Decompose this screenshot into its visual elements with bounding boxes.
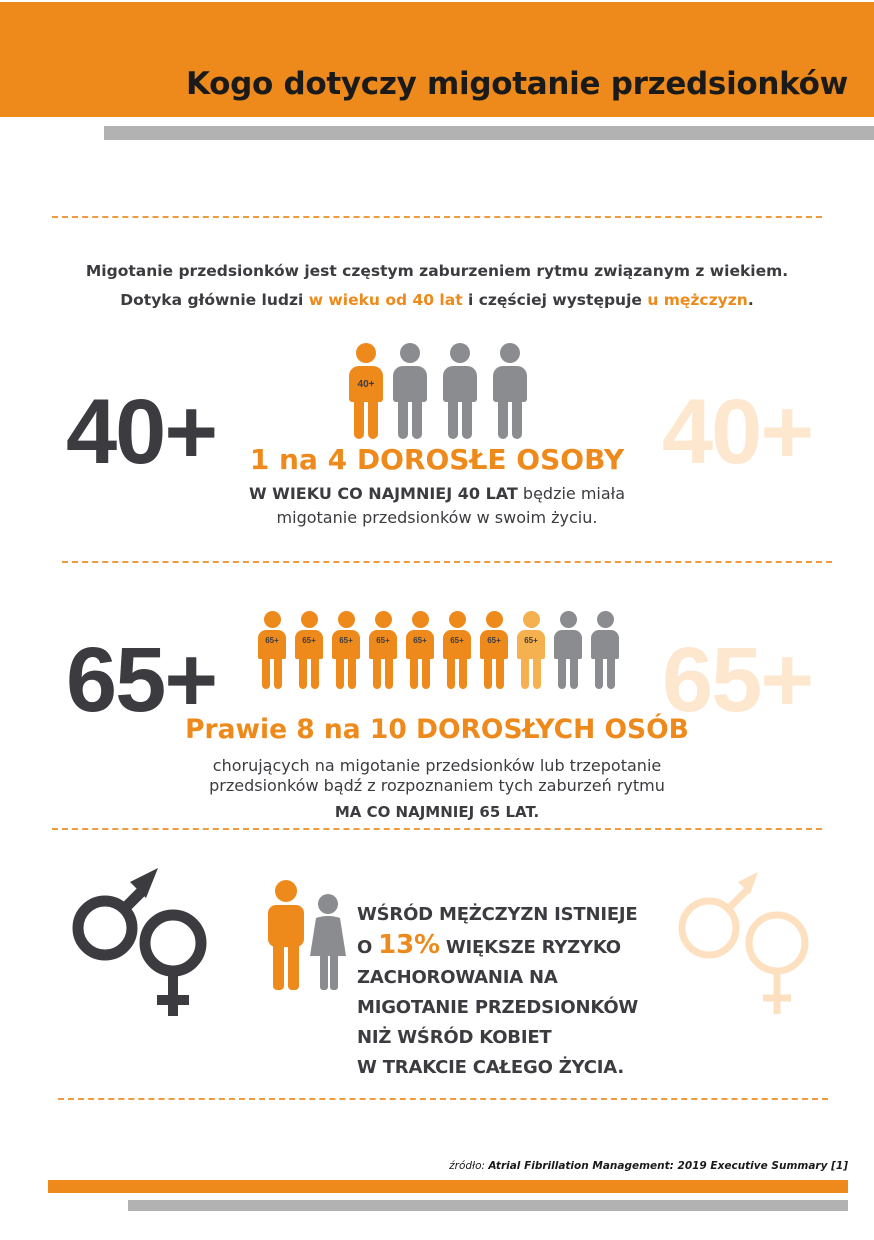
person-icon: 65+ bbox=[293, 611, 325, 689]
divider bbox=[52, 216, 822, 218]
intro-line-1: Migotanie przedsionków jest częstym zaburzeniem rytmu związanym z wiekiem. bbox=[85, 262, 789, 280]
person-icon: 65+ bbox=[256, 611, 288, 689]
person-icon: 65+ bbox=[515, 611, 547, 689]
man-icon bbox=[268, 880, 304, 990]
intro-highlight-men: u mężczyzn bbox=[647, 291, 748, 309]
person-icon bbox=[552, 611, 584, 689]
man-woman-icon bbox=[264, 880, 354, 992]
big-number-40-faded: 40+ bbox=[662, 381, 813, 483]
stat-40-line-1: W WIEKU CO NAJMNIEJ 40 LAT będzie miała bbox=[248, 484, 626, 503]
divider bbox=[58, 1098, 828, 1100]
gender-risk-text: WŚRÓD MĘŻCZYZN ISTNIEJE O 13% WIĘKSZE RYZYKO ZACHOROWANIA NA MIGOTANIE PRZEDSIONKÓW NIŻ WŚRÓD KOBIET W TRAKCIE CAŁEGO ŻYCIA. bbox=[357, 904, 639, 1078]
person-icon: 65+ bbox=[367, 611, 399, 689]
stat-65-line-3: MA CO NAJMNIEJ 65 LAT. bbox=[334, 803, 540, 821]
person-icon bbox=[441, 343, 479, 439]
person-icon: 65+ bbox=[404, 611, 436, 689]
person-icon bbox=[391, 343, 429, 439]
stat-65-line-1: chorujących na migotanie przedsionków lub trzepotanie bbox=[212, 756, 662, 775]
big-number-40: 40+ bbox=[66, 381, 217, 483]
stat-65-headline: Prawie 8 na 10 DOROSŁYCH OSÓB bbox=[185, 714, 689, 745]
intro-text bbox=[40, 257, 834, 315]
person-icon bbox=[589, 611, 621, 689]
footer-band-gray bbox=[128, 1200, 848, 1211]
male-female-symbol-icon bbox=[68, 866, 214, 1018]
stat-40-line-2: migotanie przedsionków w swoim życiu. bbox=[276, 508, 598, 527]
stat-40-headline: 1 na 4 DOROSŁE OSOBY bbox=[249, 443, 625, 476]
footer-band-orange bbox=[48, 1180, 848, 1193]
stat-65-line-2: przedsionków bądź z rozpoznaniem tych zaburzeń rytmu bbox=[209, 776, 665, 795]
person-icon: 65+ bbox=[330, 611, 362, 689]
risk-percent: 13% bbox=[378, 930, 440, 960]
person-icon: 65+ bbox=[478, 611, 510, 689]
divider bbox=[52, 828, 822, 830]
intro-line-2: Dotyka głównie ludzi w wieku od 40 lat i częściej występuje u mężczyzn. bbox=[120, 291, 754, 309]
male-female-symbol-faded-icon bbox=[672, 866, 818, 1018]
page-title: Kogo dotyczy migotanie przedsionków bbox=[185, 66, 848, 102]
divider bbox=[62, 561, 832, 563]
source-note: źródło: Atrial Fibrillation Management: 2019 Executive Summary [1] bbox=[449, 1160, 848, 1172]
person-icon: 40+ bbox=[347, 343, 385, 439]
woman-icon bbox=[310, 894, 346, 990]
person-icon bbox=[491, 343, 529, 439]
header-rule bbox=[104, 126, 874, 140]
big-number-65: 65+ bbox=[66, 629, 217, 731]
big-number-65-faded: 65+ bbox=[662, 629, 813, 731]
person-icon: 65+ bbox=[441, 611, 473, 689]
intro-highlight-age: w wieku od 40 lat bbox=[308, 291, 463, 309]
